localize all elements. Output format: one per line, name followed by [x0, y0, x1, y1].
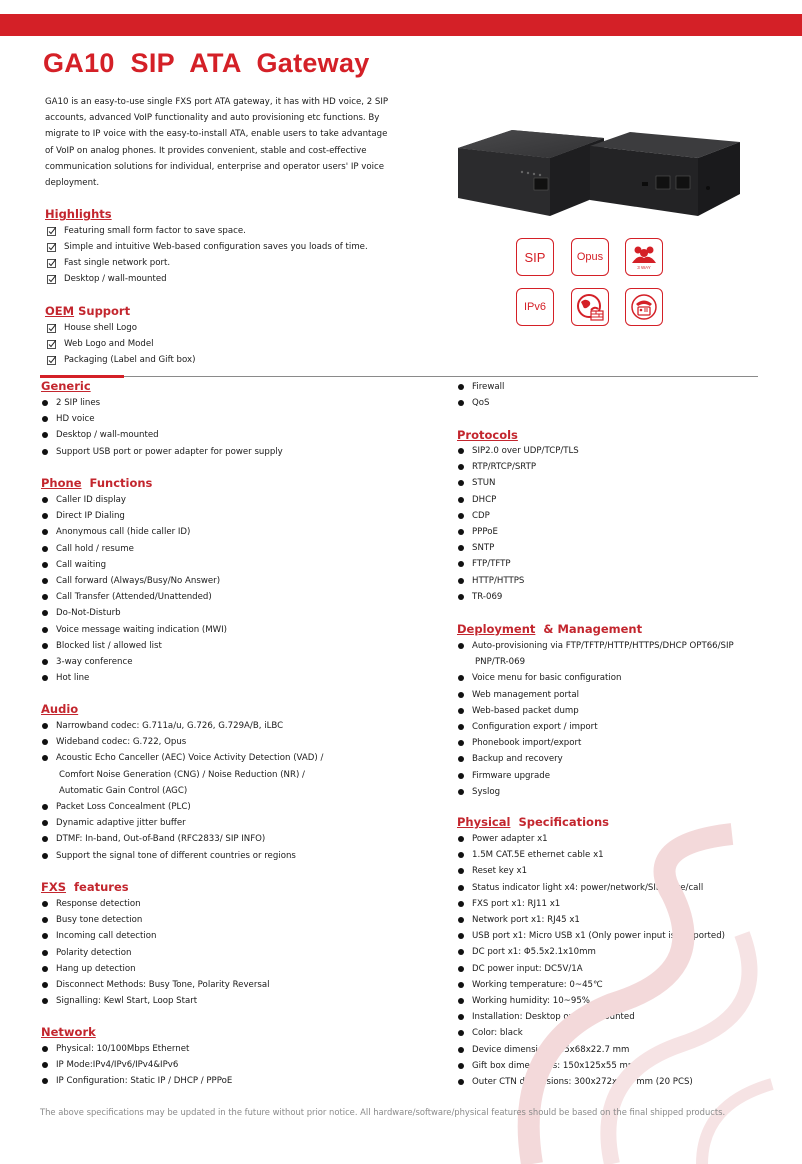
list-item: 3-way conference [41, 654, 227, 670]
list-item: Web Logo and Model [47, 336, 195, 352]
list-item: RTP/RTCP/SRTP [457, 459, 579, 475]
list-item: DC port x1: Φ5.5x2.1x10mm [457, 944, 725, 960]
list-item: IP Configuration: Static IP / DHCP / PPPoE [41, 1073, 232, 1089]
oem-heading: OEM Support [45, 304, 131, 318]
list-item: Desktop / wall-mounted [47, 271, 368, 287]
list-item: Anonymous call (hide caller ID) [41, 524, 227, 540]
phone-functions-list [41, 492, 227, 686]
section-divider-accent [40, 375, 124, 378]
product-image [452, 128, 742, 223]
firewall-globe-icon [571, 288, 609, 326]
list-item: Simple and intuitive Web-based configuration saves you loads of time. [47, 239, 368, 255]
list-item: Packaging (Label and Gift box) [47, 352, 195, 368]
list-item: STUN [457, 475, 579, 491]
list-item: HD voice [41, 411, 283, 427]
list-item: Color: black [457, 1025, 725, 1041]
list-item: Working humidity: 10~95% [457, 993, 725, 1009]
list-item: Polarity detection [41, 945, 270, 961]
list-item: Incoming call detection [41, 928, 270, 944]
deployment-list [457, 638, 734, 800]
list-item: CDP [457, 508, 579, 524]
sip-badge-icon: SIP [516, 238, 554, 276]
list-item: Desktop / wall-mounted [41, 427, 283, 443]
list-item: Call hold / resume [41, 541, 227, 557]
list-item: Fast single network port. [47, 255, 368, 271]
list-item: Syslog [457, 784, 734, 800]
deployment-heading: Deployment & Management [457, 622, 643, 636]
list-item: DC power input: DC5V/1A [457, 961, 725, 977]
checkbox-icon [47, 275, 56, 284]
checkbox-icon [47, 227, 56, 236]
intro-paragraph: GA10 is an easy-to-use single FXS port ATA gateway, it has with HD voice, 2 SIP accounts, advanced VoIP functionality and auto provisioning etc functions. By migrate to IP voice with the easy-to-install ATA, enable users to take advantage of VoIP on analog phones. It provides convenient, stable and cost-effective communication solutions for individual, enterprise and operator users' IP voice deployment. [45, 97, 389, 189]
generic-heading: Generic [41, 379, 91, 393]
audio-list [41, 718, 323, 864]
highlights-heading: Highlights [45, 207, 112, 221]
list-item: Outer CTN dimensions: 300x272x330 mm (20 PCS) [457, 1074, 725, 1090]
list-item: IP Mode:IPv4/IPv6/IPv4&IPv6 [41, 1057, 232, 1073]
list-item: FXS port x1: RJ11 x1 [457, 896, 725, 912]
list-item: QoS [457, 395, 504, 411]
list-item: Web-based packet dump [457, 703, 734, 719]
list-item: Voice message waiting indication (MWI) [41, 622, 227, 638]
three-way-conference-icon: 3 WAY [625, 238, 663, 276]
list-item: TR-069 [457, 589, 579, 605]
list-item: Acoustic Echo Canceller (AEC) Voice Activity Detection (VAD) / Comfort Noise Generation (CNG) / Noise Reduction (NR) / Automatic Gain Control (AGC) [41, 750, 323, 799]
list-item: DTMF: In-band, Out-of-Band (RFC2833/ SIP INFO) [41, 831, 323, 847]
fxs-features-list [41, 896, 270, 1009]
list-item: Firmware upgrade [457, 768, 734, 784]
fxs-features-heading: FXS features [41, 880, 129, 894]
network-list-continued [457, 379, 504, 411]
network-list [41, 1041, 232, 1090]
list-item: Power adapter x1 [457, 831, 725, 847]
checkbox-icon [47, 356, 56, 365]
list-item: Do-Not-Disturb [41, 605, 227, 621]
list-item: Web management portal [457, 687, 734, 703]
list-item: PPPoE [457, 524, 579, 540]
list-item: Installation: Desktop or Wall-mounted [457, 1009, 725, 1025]
list-item: Status indicator light x4: power/network/SIP state/call [457, 880, 725, 896]
ipv6-badge-icon: IPv6 [516, 288, 554, 326]
list-item: Backup and recovery [457, 751, 734, 767]
list-item: Hot line [41, 670, 227, 686]
list-item: Direct IP Dialing [41, 508, 227, 524]
list-item: FTP/TFTP [457, 556, 579, 572]
list-item: 2 SIP lines [41, 395, 283, 411]
list-item: Call forward (Always/Busy/No Answer) [41, 573, 227, 589]
header-red-bar [0, 14, 802, 36]
list-item: SNTP [457, 540, 579, 556]
list-item: House shell Logo [47, 320, 195, 336]
protocols-heading: Protocols [457, 428, 518, 442]
list-item: Support the signal tone of different countries or regions [41, 848, 323, 864]
list-item: Dynamic adaptive jitter buffer [41, 815, 323, 831]
checkbox-icon [47, 243, 56, 252]
phonebook-icon [625, 288, 663, 326]
section-divider [40, 376, 758, 377]
list-item: Busy tone detection [41, 912, 270, 928]
list-item: Auto-provisioning via FTP/TFTP/HTTP/HTTPS/DHCP OPT66/SIP PNP/TR-069 [457, 638, 734, 670]
list-item: Voice menu for basic configuration [457, 670, 734, 686]
highlights-list [47, 223, 368, 287]
page-title: GA10 SIP ATA Gateway [43, 48, 370, 78]
list-item: Call waiting [41, 557, 227, 573]
list-item: Call Transfer (Attended/Unattended) [41, 589, 227, 605]
list-item: DHCP [457, 492, 579, 508]
list-item: USB port x1: Micro USB x1 (Only power input is supported) [457, 928, 725, 944]
audio-heading: Audio [41, 702, 79, 716]
list-item: Signalling: Kewl Start, Loop Start [41, 993, 270, 1009]
list-item: Support USB port or power adapter for power supply [41, 444, 283, 460]
network-heading: Network [41, 1025, 96, 1039]
list-item: Physical: 10/100Mbps Ethernet [41, 1041, 232, 1057]
list-item: Gift box dimensions: 150x125x55 mm [457, 1058, 725, 1074]
list-item: Response detection [41, 896, 270, 912]
protocols-list [457, 443, 579, 605]
list-item: Phonebook import/export [457, 735, 734, 751]
list-item: Working temperature: 0~45℃ [457, 977, 725, 993]
phone-functions-heading: Phone Functions [41, 476, 153, 490]
list-item: Disconnect Methods: Busy Tone, Polarity Reversal [41, 977, 270, 993]
physical-specifications-heading: Physical Specifications [457, 815, 609, 829]
list-item: 1.5M CAT.5E ethernet cable x1 [457, 847, 725, 863]
footer-disclaimer: The above specifications may be updated in the future without prior notice. All hardware/software/physical features should be based on the final shipped products. [40, 1107, 726, 1117]
list-item: Wideband codec: G.722, Opus [41, 734, 323, 750]
generic-list [41, 395, 283, 460]
checkbox-icon [47, 259, 56, 268]
list-item: Narrowband codec: G.711a/u, G.726, G.729A/B, iLBC [41, 718, 323, 734]
oem-list [47, 320, 195, 368]
list-item: Hang up detection [41, 961, 270, 977]
list-item: Featuring small form factor to save space. [47, 223, 368, 239]
checkbox-icon [47, 324, 56, 333]
checkbox-icon [47, 340, 56, 349]
list-item: Reset key x1 [457, 863, 725, 879]
list-item: Caller ID display [41, 492, 227, 508]
list-item: Network port x1: RJ45 x1 [457, 912, 725, 928]
list-item: Configuration export / import [457, 719, 734, 735]
list-item: SIP2.0 over UDP/TCP/TLS [457, 443, 579, 459]
list-item: Blocked list / allowed list [41, 638, 227, 654]
opus-badge-icon: Opus [571, 238, 609, 276]
list-item: Packet Loss Concealment (PLC) [41, 799, 323, 815]
list-item: HTTP/HTTPS [457, 573, 579, 589]
list-item: Device dimensions: 85x68x22.7 mm [457, 1042, 725, 1058]
list-item: Firewall [457, 379, 504, 395]
